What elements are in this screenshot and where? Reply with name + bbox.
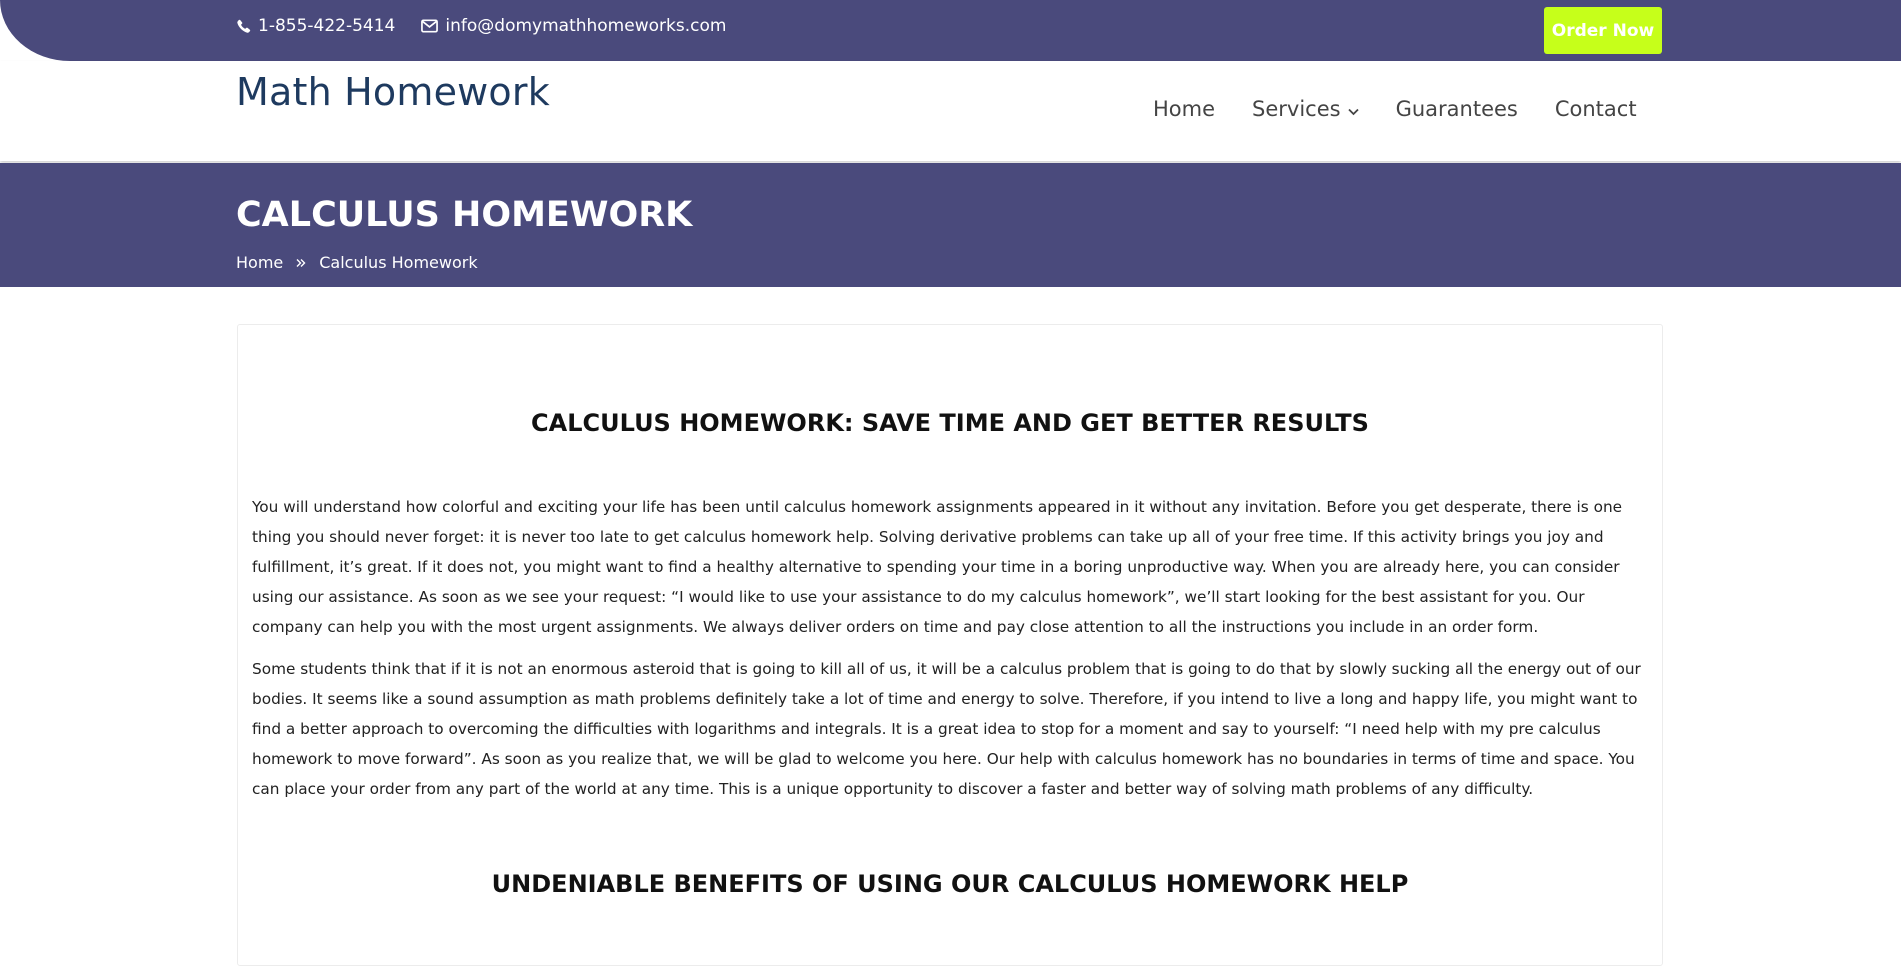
site-header: [0, 61, 1901, 161]
top-bar: [0, 0, 1901, 61]
breadcrumb-home-link[interactable]: Home: [236, 253, 284, 272]
content-card: [237, 324, 1663, 966]
envelope-icon: [421, 19, 438, 33]
page-title: CALCULUS HOMEWORK: [236, 195, 693, 235]
phone-number: 1-855-422-5414: [258, 16, 396, 36]
section-heading: UNDENIABLE BENEFITS OF USING OUR CALCULUS HOMEWORK HELP: [491, 870, 1409, 898]
nav-label: Guarantees: [1395, 97, 1518, 121]
chevron-down-icon: [1348, 97, 1359, 121]
section-heading: CALCULUS HOMEWORK: SAVE TIME AND GET BETTER RESULTS: [531, 409, 1369, 437]
nav-item-guarantees[interactable]: [1396, 97, 1518, 121]
nav-item-contact[interactable]: [1555, 97, 1637, 121]
nav-label: Services: [1252, 97, 1341, 121]
breadcrumb-current: Calculus Homework: [319, 253, 478, 272]
paragraph: Some students think that if it is not an enormous asteroid that is going to kill all of us, it will be a calculus problem that is going to do that by slowly sucking all the energy out of our bodies. It seems like a sound assumption as math problems definitely take a lot of time and energy to solve. Therefore, if you intend to live a long and happy life, you might want to find a better approach to overcoming the difficulties with logarithms and integrals. It is a great idea to stop for a moment and say to yourself: “I need help with my pre calculus homework to move forward”. As soon as you realize that, we will be glad to welcome you here. Our help with calculus homework has no boundaries in terms of time and space. You can place your order from any part of the world at any time. This is a unique opportunity to discover a faster and better way of solving math problems of any difficulty.: [252, 660, 1641, 798]
email-link[interactable]: [421, 16, 726, 36]
page-banner: [0, 163, 1901, 287]
breadcrumb: [236, 253, 478, 272]
nav-item-services[interactable]: [1252, 97, 1359, 121]
nav-item-home[interactable]: [1153, 97, 1215, 121]
order-now-button[interactable]: Order Now: [1544, 7, 1662, 54]
nav-label: Contact: [1554, 97, 1637, 121]
phone-link[interactable]: [237, 16, 395, 36]
contact-info: [237, 16, 726, 36]
email-address: info@domymathhomeworks.com: [445, 16, 727, 36]
double-chevron-right-icon: [296, 253, 306, 272]
nav-label: Home: [1153, 97, 1216, 121]
paragraph: You will understand how colorful and exciting your life has been until calculus homework assignments appeared in it without any invitation. Before you get desperate, there is one thing you should never forget: it is never too late to get calculus homework help. Solving derivative problems can take up all of your free time. If this activity brings you joy and fulfillment, it’s great. If it does not, you might want to find a healthy alternative to spending your time in a boring unproductive way. When you are already here, you can consider using our assistance. As soon as we see your request: “I would like to use your assistance to do my calculus homework”, we’ll start looking for the best assistant for you. Our company can help you with the most urgent assignments. We always deliver orders on time and pay close attention to all the instructions you include in an order form.: [252, 498, 1623, 636]
main-nav: [1153, 97, 1637, 121]
site-logo[interactable]: Math Homework: [236, 70, 550, 114]
phone-icon: [237, 19, 251, 33]
